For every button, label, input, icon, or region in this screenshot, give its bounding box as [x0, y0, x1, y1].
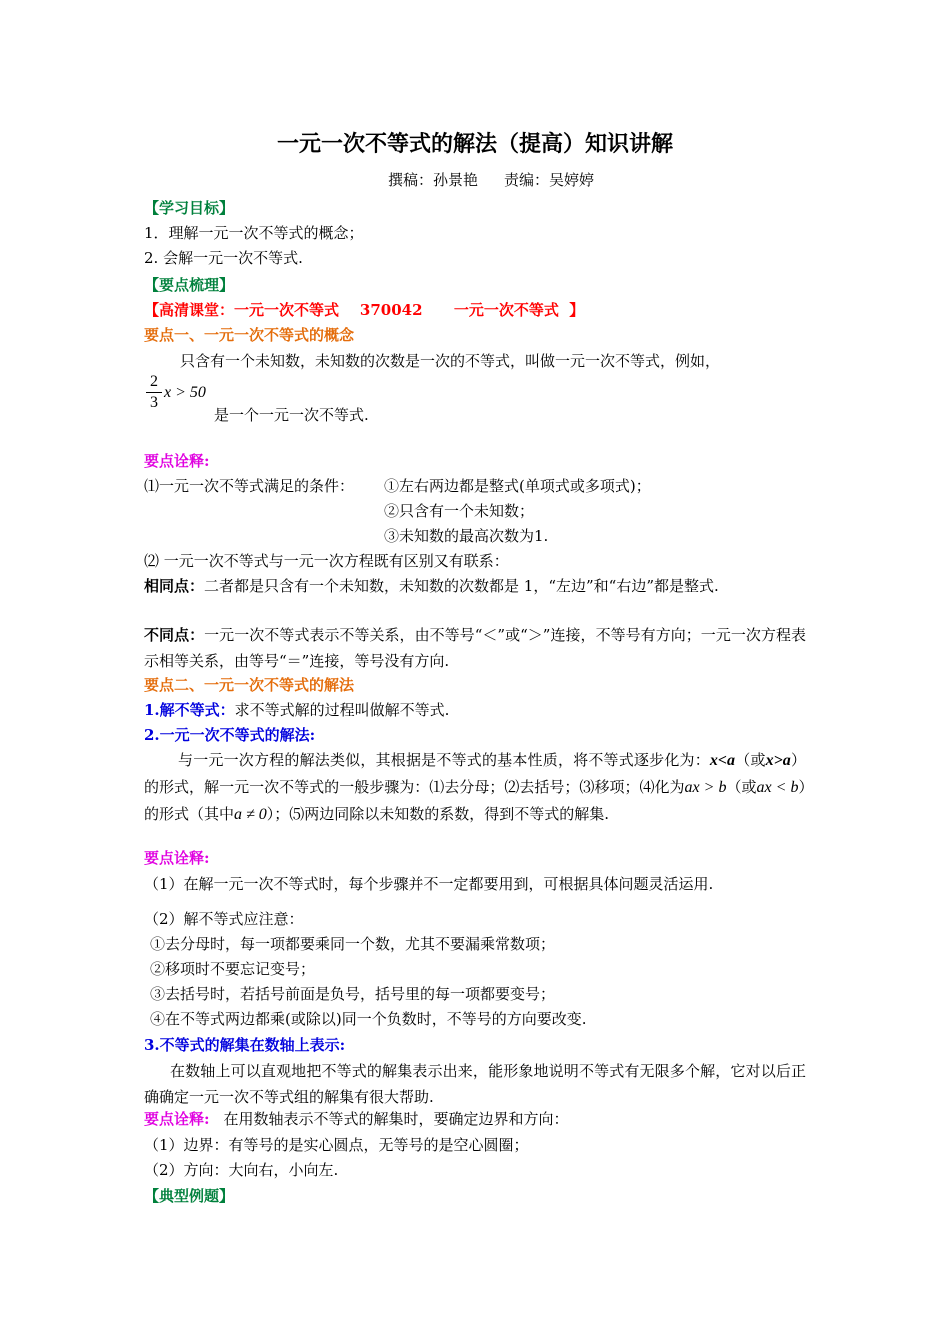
note3-text: 在用数轴表示不等式的解集时，要确定边界和方向：	[223, 1110, 569, 1128]
note2-item-2: （2）解不等式应注意：	[144, 910, 304, 928]
note3	[144, 1109, 569, 1129]
review-heading: 【要点梳理】	[144, 276, 235, 294]
note3-label: 要点诠释:	[144, 1110, 210, 1128]
s1-text: 求不等式解的过程叫做解不等式.	[234, 701, 450, 719]
condition-2: ②只含有一个未知数；	[384, 502, 535, 520]
expr-ax-less-b: ax < b	[756, 779, 799, 796]
diff-point	[144, 622, 806, 674]
goals-heading: 【学习目标】	[144, 199, 235, 217]
s1-label: 1.解不等式：	[144, 701, 235, 719]
diff-text: 一元一次不等式表示不等关系，由不等号“＜”或“＞”连接，不等号有方向；一元一次方程表示相等关系，由等号“＝”连接，等号没有方向.	[144, 626, 806, 670]
rule-3: ③去括号时，若括号前面是负号，括号里的每一项都要变号；	[150, 985, 556, 1003]
same-label: 相同点：	[144, 577, 205, 595]
rule-1: ①去分母时，每一项都要乘同一个数，尤其不要漏乘常数项；	[150, 935, 556, 953]
goal-item-2: 2. 会解一元一次不等式.	[144, 249, 303, 267]
point1-heading: 要点一、一元一次不等式的概念	[144, 326, 355, 344]
point2-heading: 要点二、一元一次不等式的解法	[144, 676, 355, 694]
writer: 撰稿：孙景艳	[388, 171, 479, 189]
rule-4: ④在不等式两边都乘(或除以)同一个负数时，不等号的方向要改变.	[150, 1010, 587, 1028]
goal-item-1: 1．理解一元一次不等式的概念；	[144, 224, 364, 242]
example-inequality: x > 50	[164, 384, 206, 401]
editor: 责编：吴婷婷	[504, 171, 595, 189]
note2-item-1: （1）在解一元一次不等式时，每个步骤并不一定都要用到，可根据具体问题灵活运用.	[144, 875, 714, 893]
fraction-two-thirds	[146, 373, 162, 412]
condition-lead: ⑴一元一次不等式满足的条件：	[144, 477, 355, 495]
frac-denominator: 3	[150, 394, 158, 411]
expr-x-less-a: x<a	[709, 752, 736, 769]
page-title: 一元一次不等式的解法（提高）知识讲解	[276, 131, 673, 157]
condition-1: ①左右两边都是整式(单项式或多项式)；	[384, 477, 651, 495]
note1-heading: 要点诠释:	[144, 452, 210, 470]
diff-label: 不同点：	[144, 626, 205, 644]
method-heading: 2.一元一次不等式的解法:	[144, 726, 316, 744]
direction-rule: （2）方向：大向右，小向左.	[144, 1161, 339, 1179]
solve-definition	[144, 700, 449, 720]
classroom-link: 【高清课堂：一元一次不等式 370042 一元一次不等式 】	[144, 301, 585, 319]
condition-3: ③未知数的最高次数为1.	[384, 527, 549, 545]
frac-numerator: 2	[150, 373, 158, 390]
boundary-rule: （1）边界：有等号的是实心圆点，无等号的是空心圆圈；	[144, 1136, 529, 1154]
expr-a-nonzero: a ≠ 0	[234, 806, 267, 823]
same-point	[144, 573, 806, 599]
rule-2: ②移项时不要忘记变号；	[150, 960, 316, 978]
same-text: 二者都是只含有一个未知数，未知数的次数都是 1，“左边”和“右边”都是整式.	[204, 577, 719, 595]
number-line-paragraph: 在数轴上可以直观地把不等式的解集表示出来，能形象地说明不等式有无限多个解，它对以后正确确定一元一次不等式组的解集有很大帮助.	[144, 1062, 806, 1106]
example-tail: 是一个一元一次不等式.	[214, 406, 369, 424]
expr-x-greater-a: x>a	[765, 752, 791, 769]
number-line-heading: 3.不等式的解集在数轴上表示:	[144, 1036, 346, 1054]
relation-intro: ⑵ 一元一次不等式与一元一次方程既有区别又有联系：	[144, 552, 509, 570]
note2-heading: 要点诠释:	[144, 849, 210, 867]
point1-definition: 只含有一个未知数，未知数的次数是一次的不等式，叫做一元一次不等式，例如，	[180, 352, 721, 370]
examples-heading: 【典型例题】	[144, 1187, 235, 1205]
method-paragraph: 与一元一次方程的解法类似，其根据是不等式的基本性质，将不等式逐步化为：x<a（或x>a）的形式，解一元一次不等式的一般步骤为：⑴去分母；⑵去括号；⑶移项；⑷化为ax > b（或ax < b）的形式（其中a ≠ 0）；⑸两边同除以未知数的系数，得到不等式的解集.	[144, 751, 806, 823]
byline	[388, 170, 594, 190]
expr-ax-greater-b: ax > b	[684, 779, 727, 796]
